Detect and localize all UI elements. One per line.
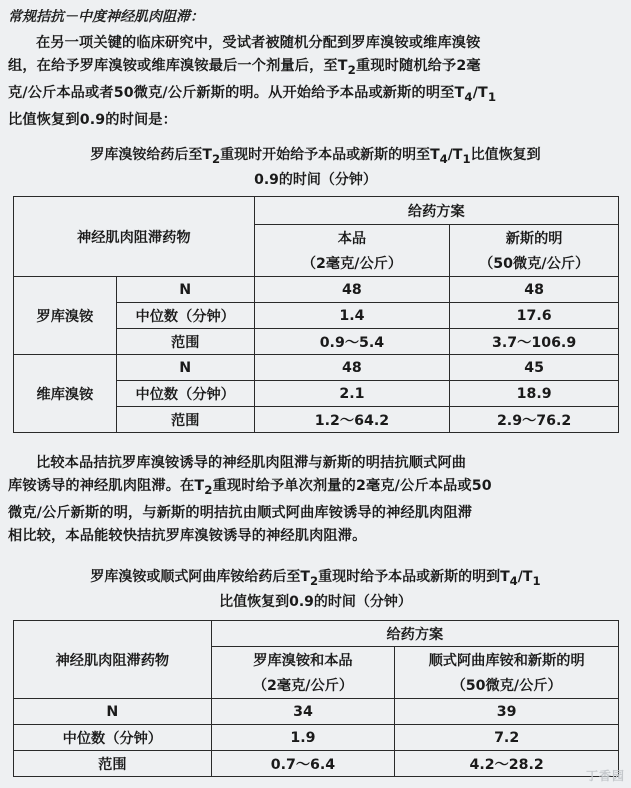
paragraph-2: [8, 452, 624, 548]
table-1-cell: 45: [450, 355, 619, 381]
paragraph-1-line-1: 在另一项关键的临床研究中，受试者被随机分配到罗库溴铵或维库溴铵: [36, 35, 481, 51]
paragraph-1-line-2: 组，在给予罗库溴铵或维库溴铵最后一个剂量后，至$T_2$重现时随机给予2毫: [8, 58, 481, 77]
table-1-caption: 罗库溴铵给药后至$T_2$重现时开始给予本品或新斯的明至$T_4/T_1$比值恢复到 0.9的时间（分钟）: [90, 147, 541, 188]
table-2-cell: 34: [211, 699, 395, 725]
table-2-row-label: 范围: [14, 751, 212, 777]
table-1-cell: 1.4: [254, 303, 450, 329]
table-2: [13, 620, 619, 777]
table-2-row-label: N: [14, 699, 212, 725]
watermark-logo: 丁香园: [585, 769, 625, 783]
table-2-cell: 1.9: [211, 725, 395, 751]
table-1-cell: 2.9～76.2: [450, 407, 619, 433]
table-2-col2-name: 顺式阿曲库铵和新斯的明: [395, 647, 619, 673]
table-1-cell: 2.1: [254, 381, 450, 407]
table-2-caption: 罗库溴铵或顺式阿曲库铵给药后至$T_2$重现时给予本品或新斯的明到$T_4/T_1$ 比值恢复到0.9的时间（分钟）: [90, 569, 541, 610]
table-1-cell: 48: [254, 277, 450, 303]
table-1-cell: 17.6: [450, 303, 619, 329]
paragraph-2-line-3: 微克/公斤新斯的明，与新斯的明拮抗由顺式阿曲库铵诱导的神经肌肉阻滞: [8, 504, 473, 521]
table-1-col2-dose: （50微克/公斤）: [450, 251, 619, 277]
table-1-cell: 48: [450, 277, 619, 303]
table-2-cell: 39: [395, 699, 619, 725]
table-1-col1-name: 本品: [254, 225, 450, 251]
table-1-cell: 0.9～5.4: [254, 329, 450, 355]
table-2-col1-dose: （2毫克/公斤）: [211, 673, 395, 699]
paragraph-1-line-3: 克/公斤本品或者50微克/公斤新斯的明。从开始给予本品或新斯的明至$T_4/T_1$: [8, 84, 497, 104]
table-2-regimen-header: 给药方案: [211, 621, 618, 647]
table-2-cell: 0.7～6.4: [211, 751, 395, 777]
table-2-col2-dose: （50微克/公斤）: [395, 673, 619, 699]
paragraph-2-line-2: 库铵诱导的神经肌肉阻滞。在$T_2$重现时给予单次剂量的2毫克/公斤本品或50: [8, 478, 492, 497]
table-1-cell: 18.9: [450, 381, 619, 407]
table-1-col2-name: 新斯的明: [450, 225, 619, 251]
paragraph-2-line-1: 比较本品拮抗罗库溴铵诱导的神经肌肉阻滞与新斯的明拮抗顺式阿曲: [36, 455, 467, 471]
table-1-row-label: 范围: [116, 329, 254, 355]
table-2-drug-header: 神经肌肉阻滞药物: [14, 621, 212, 699]
table-1-cell: 3.7～106.9: [450, 329, 619, 355]
table-1-row-label: N: [116, 277, 254, 303]
paragraph-1: [8, 32, 624, 132]
table-1-group-name: 罗库溴铵: [14, 277, 117, 355]
table-1-row-label: 中位数（分钟）: [116, 303, 254, 329]
table-1-col1-dose: （2毫克/公斤）: [254, 251, 450, 277]
table-1: [13, 196, 619, 433]
section-heading: 常规拮抗－中度神经肌肉阻滞：: [8, 9, 204, 25]
table-2-cell: 4.2～28.2: [395, 751, 619, 777]
table-1-row-label: 范围: [116, 407, 254, 433]
table-1-row-label: 中位数（分钟）: [116, 381, 254, 407]
table-1-cell: 48: [254, 355, 450, 381]
table-2-col1-name: 罗库溴铵和本品: [211, 647, 395, 673]
paragraph-2-line-4: 相比较，本品能较快拮抗罗库溴铵诱导的神经肌肉阻滞。: [8, 527, 367, 544]
table-1-regimen-header: 给药方案: [254, 197, 618, 225]
table-1-cell: 1.2～64.2: [254, 407, 450, 433]
table-1-drug-header: 神经肌肉阻滞药物: [14, 197, 255, 277]
table-2-row-label: 中位数（分钟）: [14, 725, 212, 751]
paragraph-1-line-4: 比值恢复到0.9的时间是：: [8, 111, 177, 128]
table-1-row-label: N: [116, 355, 254, 381]
table-1-group-name: 维库溴铵: [14, 355, 117, 433]
table-2-cell: 7.2: [395, 725, 619, 751]
